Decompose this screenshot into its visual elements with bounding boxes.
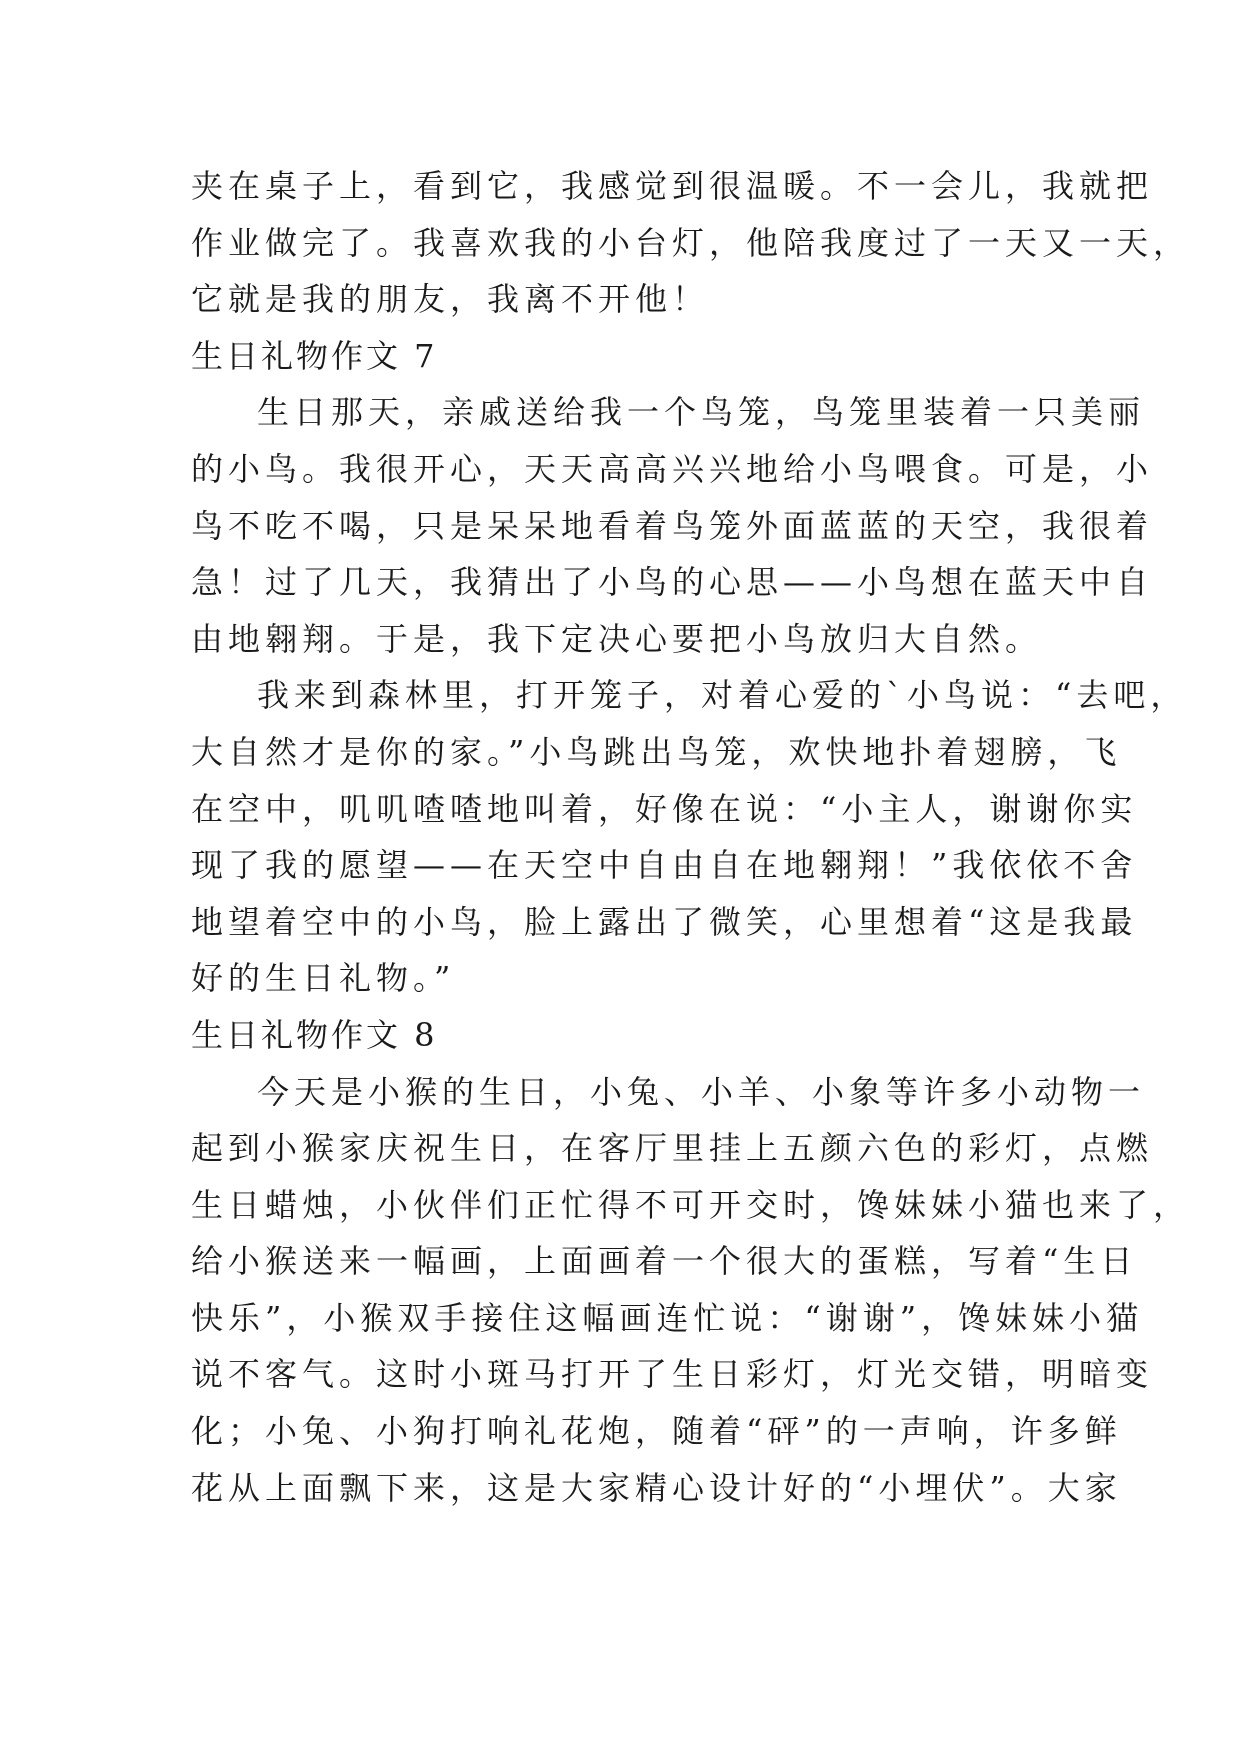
text-line: 给小猴送来一幅画，上面画着一个很大的蛋糕，写着“生日 <box>191 1242 1138 1281</box>
text-line: 作业做完了。我喜欢我的小台灯，他陪我度过了一天又一天， <box>191 223 1191 262</box>
text-line: 说不客气。这时小斑马打开了生日彩灯，灯光交错，明暗变 <box>191 1355 1154 1394</box>
paragraph-start: 我来到森林里，打开笼子，对着心爱的`小鸟说：“去吧， <box>257 676 1188 715</box>
text-line: 大自然才是你的家。”小鸟跳出鸟笼，欢快地扑着翅膀，飞 <box>191 732 1122 771</box>
text-line: 鸟不吃不喝，只是呆呆地看着鸟笼外面蓝蓝的天空，我很着 <box>191 506 1154 545</box>
text-line: 生日蜡烛，小伙伴们正忙得不可开交时，馋妹妹小猫也来了， <box>191 1185 1191 1224</box>
text-line: 夹在桌子上，看到它，我感觉到很温暖。不一会儿，我就把 <box>191 167 1154 205</box>
text-line: 的小鸟。我很开心，天天高高兴兴地给小鸟喂食。可是，小 <box>191 449 1154 488</box>
paragraph-start: 生日那天，亲戚送给我一个鸟笼，鸟笼里装着一只美丽 <box>257 393 1146 432</box>
text-line: 化；小兔、小狗打响礼花炮，随着“砰”的一声响，许多鲜 <box>191 1412 1122 1451</box>
text-line: 快乐”，小猴双手接住这幅画连忙说：“谢谢”，馋妹妹小猫 <box>191 1298 1144 1337</box>
text-line: 现了我的愿望——在天空中自由自在地翱翔！”我依依不舍 <box>191 846 1138 885</box>
text-line: 地望着空中的小鸟，脸上露出了微笑，心里想着“这是我最 <box>191 902 1138 941</box>
section-heading-7: 生日礼物作文 7 <box>191 336 438 375</box>
text-line: 在空中，叽叽喳喳地叫着，好像在说：“小主人，谢谢你实 <box>191 789 1138 828</box>
paragraph-start: 今天是小猴的生日，小兔、小羊、小象等许多小动物一 <box>257 1072 1146 1111</box>
text-line: 花从上面飘下来，这是大家精心设计好的“小埋伏”。大家 <box>191 1468 1122 1507</box>
text-line: 好的生日礼物。” <box>191 959 456 998</box>
text-line: 急！过了几天，我猜出了小鸟的心思——小鸟想在蓝天中自 <box>191 563 1154 602</box>
text-line: 它就是我的朋友，我离不开他！ <box>191 280 710 319</box>
document-text <box>191 158 1191 1516</box>
text-line: 起到小猴家庆祝生日，在客厅里挂上五颜六色的彩灯，点燃 <box>191 1129 1154 1168</box>
section-heading-8: 生日礼物作文 8 <box>191 1015 438 1054</box>
text-line: 由地翱翔。于是，我下定决心要把小鸟放归大自然。 <box>191 619 1043 658</box>
